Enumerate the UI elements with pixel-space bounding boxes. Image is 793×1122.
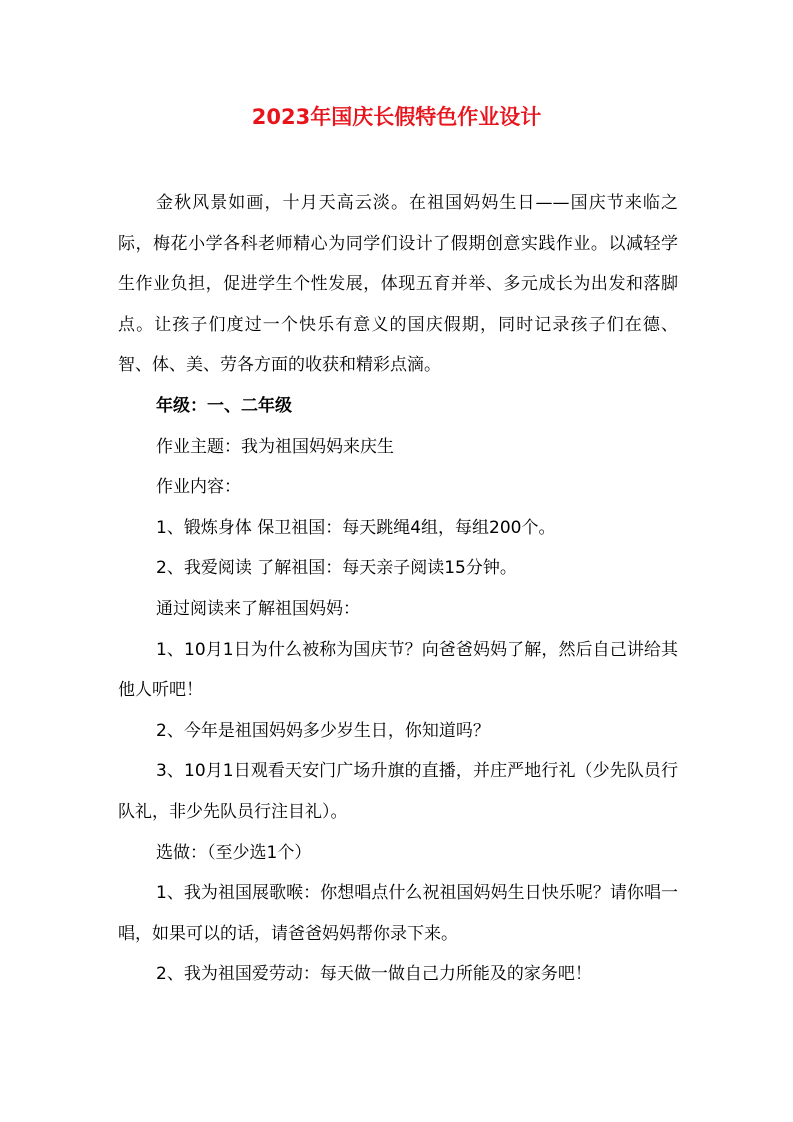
homework-theme: 作业主题：我为祖国妈妈来庆生 bbox=[156, 436, 394, 457]
document-body bbox=[118, 183, 678, 995]
reading-question-2: 2、今年是祖国妈妈多少岁生日，你知道吗？ bbox=[156, 720, 490, 741]
optional-tasks-label: 选做：（至少选1个） bbox=[156, 842, 312, 863]
task-exercise: 1、锻炼身体 保卫祖国：每天跳绳4组，每组200个。 bbox=[156, 517, 556, 538]
optional-task-1: 1、我为祖国展歌喉：你想唱点什么祝祖国妈妈生日快乐呢？请你唱一唱，如果可以的话，请爸爸妈妈帮你录下来。 bbox=[118, 883, 678, 944]
reading-question-1: 1、10月1日为什么被称为国庆节？向爸爸妈妈了解，然后自己讲给其他人听吧！ bbox=[118, 639, 678, 701]
optional-task-2: 2、我为祖国爱劳动：每天做一做自己力所能及的家务吧！ bbox=[156, 964, 592, 985]
homework-content-label: 作业内容： bbox=[156, 477, 241, 498]
document-title: 2023年国庆长假特色作业设计 bbox=[251, 105, 542, 129]
intro-paragraph: 金秋风景如画，十月天高云淡。在祖国妈妈生日——国庆节来临之际，梅花小学各科老师精心为同学们设计了假期创意实践作业。以减轻学生作业负担，促进学生个性发展，体现五育并举、多元成长为出发和落脚点。让孩子们度过一个快乐有意义的国庆假期，同时记录孩子们在德、智、体、美、劳各方面的收获和精彩点滴。 bbox=[118, 193, 678, 376]
reading-question-3: 3、10月1日观看天安门广场升旗的直播，并庄严地行礼（少先队员行队礼，非少先队员行注目礼）。 bbox=[118, 761, 678, 822]
grade-heading: 年级：一、二年级 bbox=[156, 395, 292, 416]
reading-intro: 通过阅读来了解祖国妈妈： bbox=[156, 598, 360, 619]
task-reading: 2、我爱阅读 了解祖国：每天亲子阅读15分钟。 bbox=[156, 558, 517, 579]
